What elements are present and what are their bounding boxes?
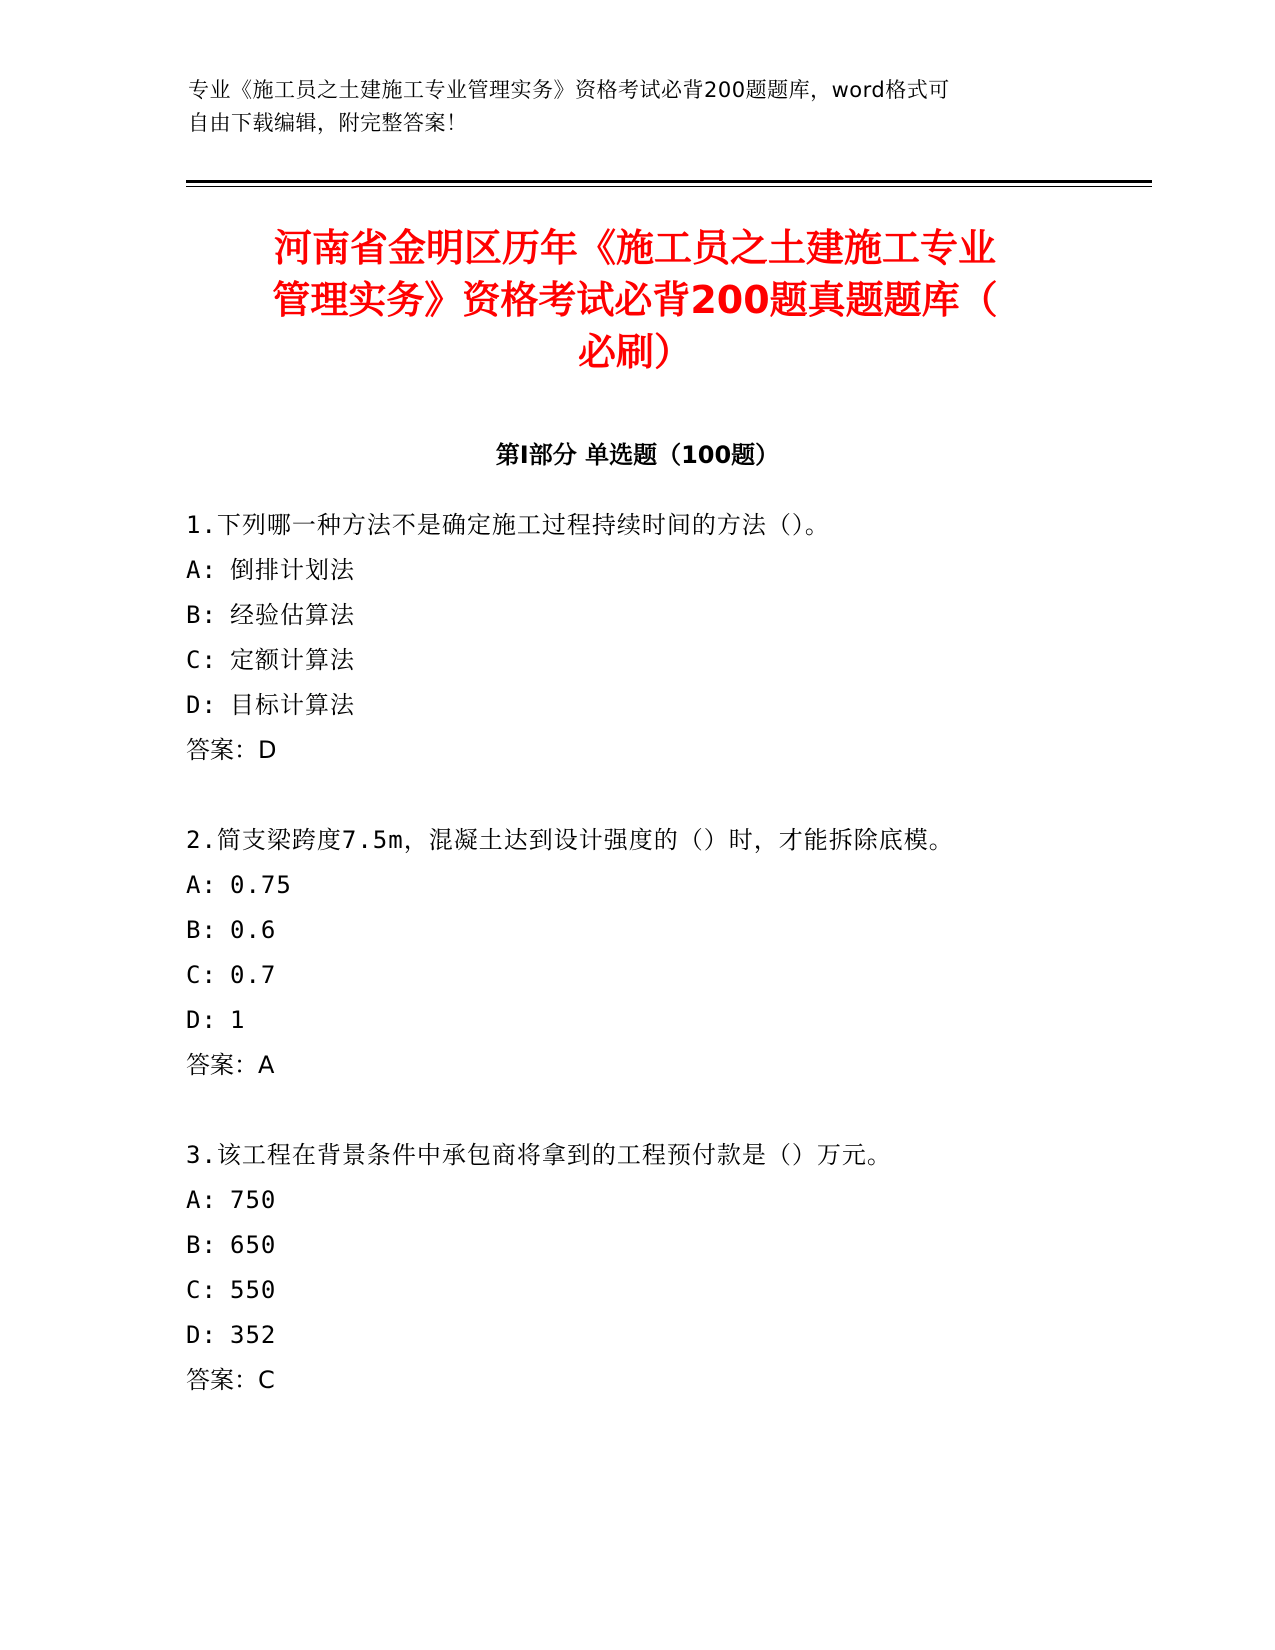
- option-b: [186, 593, 1086, 638]
- question-block: [186, 503, 1086, 773]
- question-stem: 1.下列哪一种方法不是确定施工过程持续时间的方法（）。: [186, 511, 830, 539]
- option-d: [186, 998, 1086, 1043]
- option-letter: D:: [186, 1006, 217, 1034]
- answer-line: 答案：A: [186, 1051, 275, 1079]
- header-note-line-2: 自由下载编辑，附完整答案！: [188, 111, 468, 135]
- option-text: 352: [230, 1321, 277, 1349]
- option-c: [186, 1268, 1086, 1313]
- option-a: [186, 863, 1086, 908]
- option-letter: A:: [186, 1186, 217, 1214]
- option-b: [186, 1223, 1086, 1268]
- question-block: [186, 1133, 1086, 1403]
- option-d: [186, 1313, 1086, 1358]
- option-c: [186, 953, 1086, 998]
- option-letter: A:: [186, 871, 217, 899]
- option-text: 0.75: [230, 871, 292, 899]
- option-text: 目标计算法: [230, 691, 355, 719]
- answer-line: 答案：C: [186, 1366, 275, 1394]
- title-line-1: 河南省金明区历年《施工员之土建施工专业: [273, 226, 996, 270]
- option-text: 650: [230, 1231, 277, 1259]
- option-text: 750: [230, 1186, 277, 1214]
- option-text: 1: [230, 1006, 246, 1034]
- option-letter: A:: [186, 556, 217, 584]
- option-text: 经验估算法: [230, 601, 355, 629]
- option-d: [186, 683, 1086, 728]
- option-letter: C:: [186, 961, 217, 989]
- title-line-2: 管理实务》资格考试必背200题真题题库（: [272, 278, 998, 322]
- option-letter: D:: [186, 1321, 217, 1349]
- option-letter: C:: [186, 1276, 217, 1304]
- option-text: 定额计算法: [230, 646, 355, 674]
- option-text: 0.6: [230, 916, 277, 944]
- header-divider-thick: [186, 180, 1152, 183]
- option-text: 550: [230, 1276, 277, 1304]
- option-letter: B:: [186, 916, 217, 944]
- option-a: [186, 548, 1086, 593]
- option-a: [186, 1178, 1086, 1223]
- option-letter: C:: [186, 646, 217, 674]
- option-c: [186, 638, 1086, 683]
- option-letter: B:: [186, 601, 217, 629]
- document-title: [190, 222, 1080, 378]
- header-note-line-1: 专业《施工员之土建施工专业管理实务》资格考试必背200题题库，word格式可: [188, 78, 950, 102]
- answer-line: 答案：D: [186, 736, 277, 764]
- question-stem: 2.简支梁跨度7.5m，混凝土达到设计强度的（）时，才能拆除底模。: [186, 826, 954, 854]
- title-line-3: 必刷）: [577, 330, 692, 374]
- option-text: 倒排计划法: [230, 556, 355, 584]
- option-b: [186, 908, 1086, 953]
- section-heading: 第Ⅰ部分 单选题（100题）: [495, 441, 780, 469]
- option-letter: B:: [186, 1231, 217, 1259]
- option-text: 0.7: [230, 961, 277, 989]
- question-block: [186, 818, 1086, 1088]
- option-letter: D:: [186, 691, 217, 719]
- question-stem: 3.该工程在背景条件中承包商将拿到的工程预付款是（）万元。: [186, 1141, 892, 1169]
- header-note: [188, 74, 1088, 140]
- header-divider-thin: [186, 186, 1152, 187]
